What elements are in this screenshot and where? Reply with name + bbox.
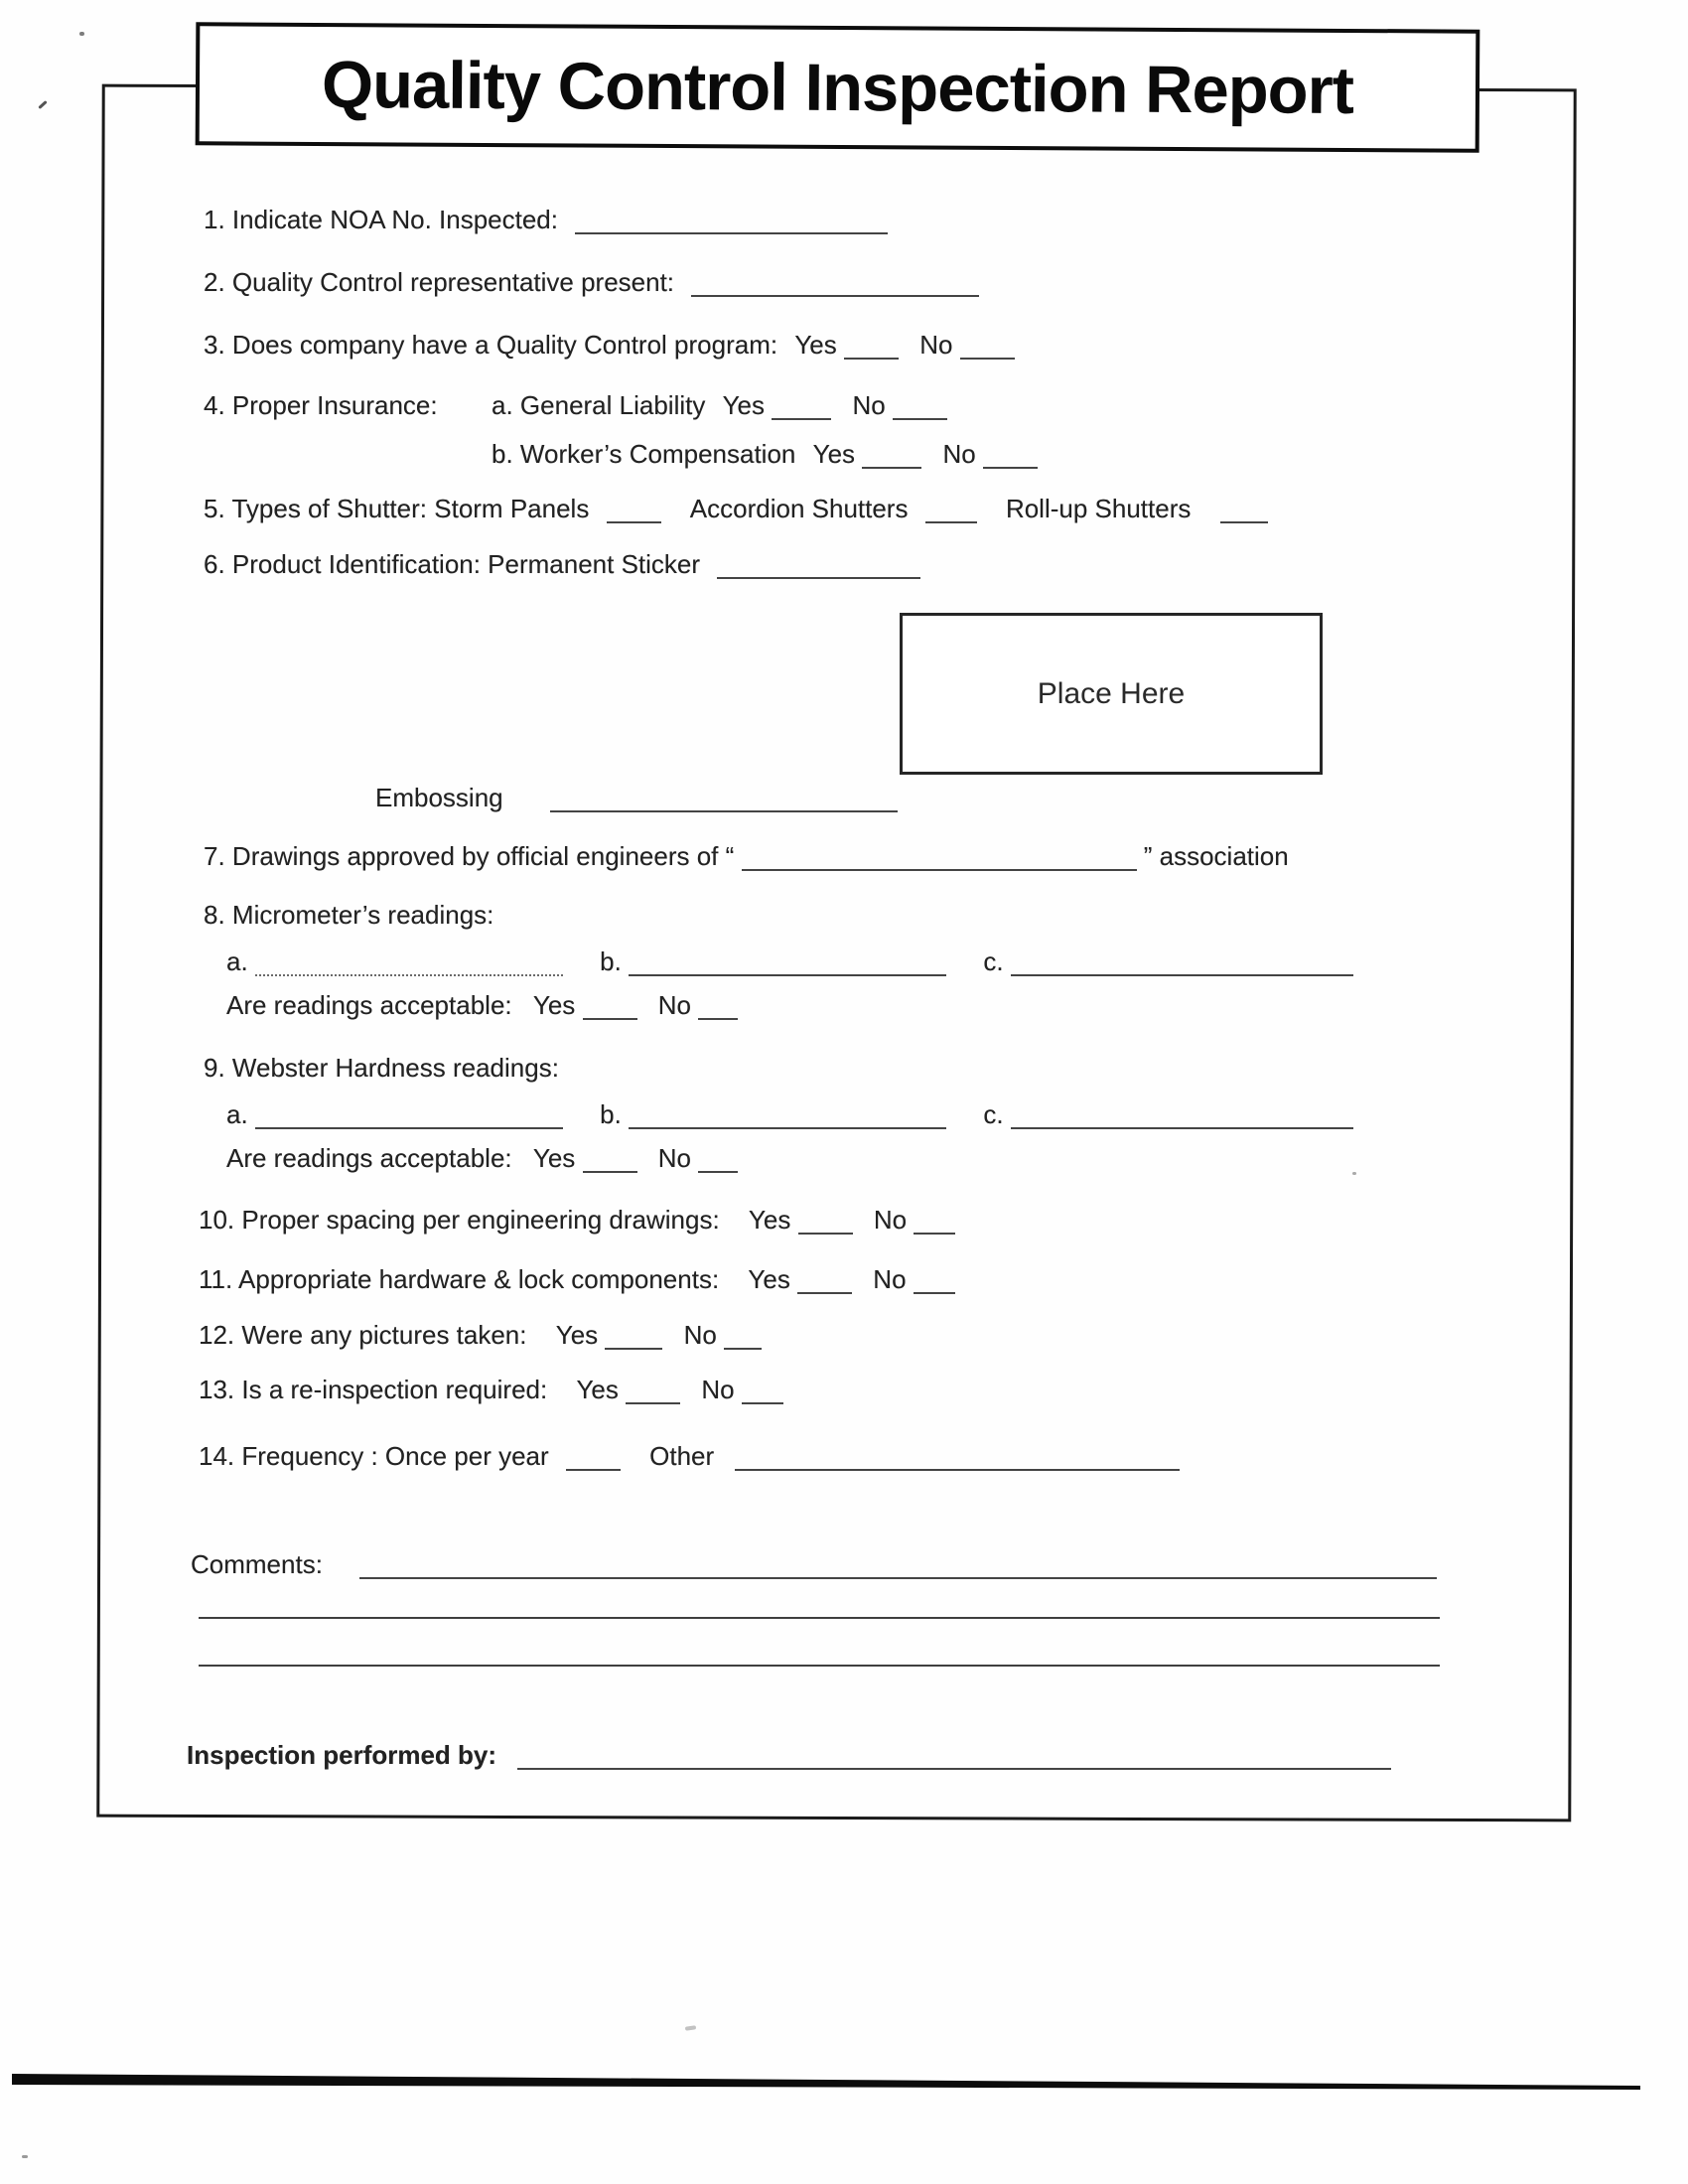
question-11-no-blank xyxy=(914,1292,955,1294)
question-8-yes-blank xyxy=(583,1018,637,1020)
question-8-acceptable-label: Are readings acceptable: xyxy=(226,990,512,1020)
question-4a-label: General Liability xyxy=(519,390,706,420)
question-14-other-blank xyxy=(735,1469,1180,1471)
comments-line-2 xyxy=(199,1617,1440,1619)
no-label: No xyxy=(657,1143,691,1173)
question-5 xyxy=(204,492,1268,525)
question-6-number: 6. xyxy=(204,549,225,579)
question-12 xyxy=(199,1318,762,1352)
question-4a xyxy=(492,388,947,422)
place-here-box xyxy=(900,613,1323,775)
question-13-label: Is a re-inspection required: xyxy=(241,1375,548,1404)
yes-label: Yes xyxy=(812,439,856,469)
question-9-b-label: b. xyxy=(600,1099,622,1129)
question-14-other-label: Other xyxy=(649,1441,715,1471)
question-4-number: 4. xyxy=(204,390,225,420)
comments-label: Comments: xyxy=(191,1549,323,1579)
question-14-number: 14. xyxy=(199,1441,235,1471)
question-3 xyxy=(204,328,1015,362)
question-11-yes-blank xyxy=(797,1292,852,1294)
yes-label: Yes xyxy=(532,1143,576,1173)
question-7 xyxy=(204,839,1289,873)
question-13-number: 13. xyxy=(199,1375,235,1404)
question-4a-no-blank xyxy=(893,418,947,420)
question-5-option-accordion-shutters: Accordion Shutters xyxy=(689,494,909,523)
form-title-banner xyxy=(196,22,1480,152)
question-12-number: 12. xyxy=(199,1320,235,1350)
question-8-label: Micrometer’s readings: xyxy=(231,900,494,930)
yes-label: Yes xyxy=(576,1375,619,1404)
embossing-label: Embossing xyxy=(375,783,503,812)
question-6 xyxy=(204,547,920,581)
question-9-c-label: c. xyxy=(983,1099,1004,1129)
question-1-blank xyxy=(575,232,888,234)
question-10-no-blank xyxy=(914,1233,955,1235)
scan-speck xyxy=(685,2025,696,2030)
yes-label: Yes xyxy=(748,1264,790,1294)
inspection-row xyxy=(187,1738,1391,1772)
question-6-blank xyxy=(717,577,920,579)
scan-speck xyxy=(22,2155,28,2158)
question-9-acceptable-label: Are readings acceptable: xyxy=(226,1143,512,1173)
question-8-readings-row xyxy=(226,945,1353,978)
question-4 xyxy=(204,388,438,422)
comments-line-1 xyxy=(359,1577,1437,1579)
question-9-number: 9. xyxy=(204,1053,225,1083)
question-3-label: Does company have a Quality Control program: xyxy=(231,330,778,360)
question-9-no-blank xyxy=(698,1171,738,1173)
no-label: No xyxy=(942,439,976,469)
question-1-number: 1. xyxy=(204,205,225,234)
question-10-yes-blank xyxy=(798,1233,853,1235)
no-label: No xyxy=(852,390,886,420)
question-2-label: Quality Control representative present: xyxy=(231,267,675,297)
question-7-number: 7. xyxy=(204,841,225,871)
no-label: No xyxy=(919,330,953,360)
yes-label: Yes xyxy=(748,1205,791,1235)
question-8-acceptable-row xyxy=(226,988,738,1022)
question-8-c-label: c. xyxy=(983,946,1004,976)
question-4b-label: Worker’s Compensation xyxy=(519,439,796,469)
question-8 xyxy=(204,898,493,932)
question-5-option-storm-panels: Storm Panels xyxy=(434,494,590,523)
question-9 xyxy=(204,1051,559,1085)
question-2-number: 2. xyxy=(204,267,225,297)
question-13-no-blank xyxy=(742,1402,783,1404)
no-label: No xyxy=(657,990,691,1020)
question-5-label: Types of Shutter: xyxy=(231,494,428,523)
question-9-a-blank xyxy=(255,1127,563,1129)
question-1 xyxy=(204,203,888,236)
question-2 xyxy=(204,265,979,299)
question-11-number: 11. xyxy=(199,1264,233,1294)
question-8-c-blank xyxy=(1011,974,1353,976)
question-14-year-blank xyxy=(566,1469,621,1471)
scan-speck xyxy=(79,32,84,36)
question-10-number: 10. xyxy=(199,1205,235,1235)
question-4a-yes-blank xyxy=(772,418,831,420)
question-5-accordion-shutters-blank xyxy=(925,521,977,523)
embossing-blank xyxy=(550,810,898,812)
question-11 xyxy=(199,1262,955,1296)
comments-row xyxy=(191,1547,1437,1581)
no-label: No xyxy=(873,1205,908,1235)
question-4b-no-blank xyxy=(983,467,1038,469)
yes-label: Yes xyxy=(722,390,766,420)
question-1-label: Indicate NOA No. Inspected: xyxy=(231,205,558,234)
question-3-number: 3. xyxy=(204,330,225,360)
scan-speck xyxy=(1352,1172,1356,1175)
no-label: No xyxy=(701,1375,735,1404)
embossing-row xyxy=(375,781,898,814)
question-9-label: Webster Hardness readings: xyxy=(231,1053,559,1083)
scan-edge-line xyxy=(0,2068,1668,2103)
place-here-label: Place Here xyxy=(1037,676,1186,710)
inspection-performed-by-blank xyxy=(517,1768,1391,1770)
question-7-label-before: Drawings approved by official engineers of “ xyxy=(231,841,735,871)
question-5-rollup-shutters-blank xyxy=(1220,521,1268,523)
question-4b-number: b. xyxy=(492,439,513,469)
question-8-b-blank xyxy=(629,974,946,976)
question-9-acceptable-row xyxy=(226,1141,738,1175)
no-label: No xyxy=(683,1320,717,1350)
question-11-label: Appropriate hardware & lock components: xyxy=(238,1264,720,1294)
question-5-storm-panels-blank xyxy=(607,521,661,523)
question-2-blank xyxy=(691,295,979,297)
question-8-a-label: a. xyxy=(226,946,248,976)
question-8-b-label: b. xyxy=(600,946,622,976)
question-10 xyxy=(199,1203,955,1237)
question-8-number: 8. xyxy=(204,900,225,930)
question-10-label: Proper spacing per engineering drawings: xyxy=(241,1205,720,1235)
question-9-readings-row xyxy=(226,1097,1353,1131)
yes-label: Yes xyxy=(532,990,576,1020)
question-9-c-blank xyxy=(1011,1127,1353,1129)
scan-speck xyxy=(38,100,47,109)
yes-label: Yes xyxy=(555,1320,599,1350)
no-label: No xyxy=(873,1264,907,1294)
question-9-a-label: a. xyxy=(226,1099,248,1129)
yes-label: Yes xyxy=(794,330,837,360)
question-8-no-blank xyxy=(698,1018,738,1020)
question-8-a-blank xyxy=(255,974,563,976)
inspection-performed-by-label: Inspection performed by: xyxy=(187,1740,497,1770)
question-3-no-blank xyxy=(960,358,1015,360)
question-12-yes-blank xyxy=(605,1348,662,1350)
question-12-label: Were any pictures taken: xyxy=(241,1320,527,1350)
question-6-label: Product Identification: Permanent Sticker xyxy=(231,549,701,579)
question-7-label-after: ” association xyxy=(1143,841,1289,871)
question-4b-yes-blank xyxy=(862,467,921,469)
question-9-yes-blank xyxy=(583,1171,637,1173)
question-5-number: 5. xyxy=(204,494,225,523)
question-12-no-blank xyxy=(724,1348,762,1350)
question-7-blank xyxy=(742,869,1137,871)
comments-line-3 xyxy=(199,1665,1440,1667)
question-4b xyxy=(492,437,1038,471)
question-13-yes-blank xyxy=(626,1402,680,1404)
question-9-b-blank xyxy=(629,1127,946,1129)
question-13 xyxy=(199,1373,783,1406)
question-3-yes-blank xyxy=(844,358,899,360)
question-14-label: Frequency : Once per year xyxy=(241,1441,549,1471)
page-title: Quality Control Inspection Report xyxy=(321,47,1354,128)
question-4-label: Proper Insurance: xyxy=(231,390,438,420)
question-5-option-rollup-shutters: Roll-up Shutters xyxy=(1005,494,1192,523)
question-14 xyxy=(199,1439,1180,1473)
question-4a-number: a. xyxy=(492,390,513,420)
